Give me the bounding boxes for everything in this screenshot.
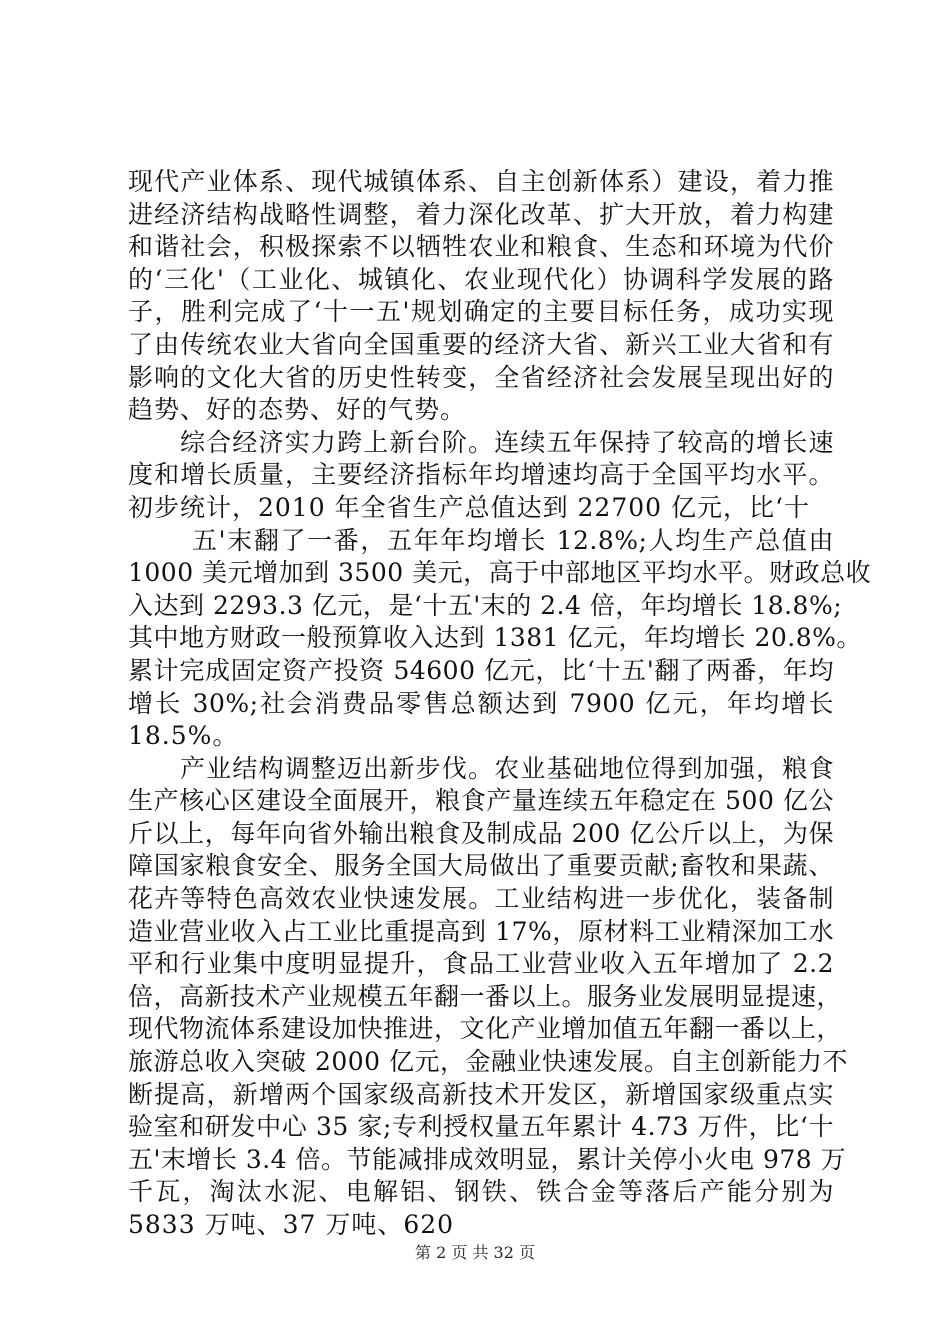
text-line: 生产核心区建设全面展开，粮食产量连续五年稳定在 500 亿公 bbox=[128, 786, 834, 816]
text-line: 旅游总收入突破 2000 亿元，金融业快速发展。自主创新能力不 bbox=[128, 1047, 849, 1077]
text-line: 花卉等特色高效农业快速发展。工业结构进一步优化，装备制 bbox=[128, 884, 834, 914]
text-line: 倍，高新技术产业规模五年翻一番以上。服务业发展明显提速， bbox=[128, 981, 843, 1011]
text-line: 障国家粮食安全、服务全国大局做出了重要贡献;畜牧和果蔬、 bbox=[128, 851, 834, 881]
page-number: 第 2 页 共 32 页 bbox=[415, 1243, 535, 1262]
paragraph-start-line: 产业结构调整迈出新步伐。农业基础地位得到加强，粮食 bbox=[180, 753, 834, 783]
text-line: 和谐社会，积极探索不以牺牲农业和粮食、生态和环境为代价 bbox=[128, 232, 834, 262]
body-text bbox=[128, 166, 872, 1242]
text-line: 1000 美元增加到 3500 美元，高于中部地区平均水平。财政总收 bbox=[128, 558, 872, 588]
text-line: 累计完成固定资产投资 54600 亿元，比‘十五'翻了两番，年均 bbox=[128, 655, 834, 685]
text-line: 子，胜利完成了‘十一五'规划确定的主要目标任务，成功实现 bbox=[128, 297, 834, 327]
text-line: 度和增长质量，主要经济指标年均增速均高于全国平均水平。 bbox=[128, 460, 834, 490]
text-line: 其中地方财政一般预算收入达到 1381 亿元，年均增长 20.8%。 bbox=[128, 623, 862, 653]
text-line: 断提高，新增两个国家级高新技术开发区，新增国家级重点实 bbox=[128, 1079, 834, 1109]
paragraph-start-line: 综合经济实力跨上新台阶。连续五年保持了较高的增长速 bbox=[180, 427, 834, 457]
text-line: 入达到 2293.3 亿元，是‘十五'末的 2.4 倍，年均增长 18.8%; bbox=[128, 590, 843, 620]
text-line: 趋势、好的态势、好的气势。 bbox=[128, 395, 467, 425]
text-line: 平和行业集中度明显提升，食品工业营业收入五年增加了 2.2 bbox=[128, 949, 834, 979]
text-line: 验室和研发中心 35 家;专利授权量五年累计 4.73 万件，比‘十 bbox=[128, 1112, 834, 1142]
text-line: 了由传统农业大省向全国重要的经济大省、新兴工业大省和有 bbox=[128, 329, 834, 359]
text-line: 千瓦，淘汰水泥、电解铝、钢铁、铁合金等落后产能分别为 bbox=[128, 1177, 834, 1207]
text-line: 影响的文化大省的历史性转变，全省经济社会发展呈现出好的 bbox=[128, 362, 834, 392]
text-line: 五'末翻了一番，五年年均增长 12.8%;人均生产总值由 bbox=[192, 525, 834, 555]
text-line: 增长 30%;社会消费品零售总额达到 7900 亿元，年均增长 bbox=[128, 688, 834, 718]
text-line: 初步统计，2010 年全省生产总值达到 22700 亿元，比‘十 bbox=[128, 492, 810, 522]
text-line: 18.5%。 bbox=[128, 721, 239, 751]
text-line: 5833 万吨、37 万吨、620 bbox=[128, 1210, 455, 1239]
text-line: 五'末增长 3.4 倍。节能减排成效明显，累计关停小火电 978 万 bbox=[128, 1144, 847, 1174]
text-line: 现代产业体系、现代城镇体系、自主创新体系）建设，着力推 bbox=[128, 167, 834, 196]
text-line: 现代物流体系建设加快推进，文化产业增加值五年翻一番以上， bbox=[128, 1014, 843, 1044]
text-line: 造业营业收入占工业比重提高到 17%，原材料工业精深加工水 bbox=[128, 916, 834, 946]
text-line: 进经济结构战略性调整，着力深化改革、扩大开放，着力构建 bbox=[128, 199, 834, 229]
text-line: 的‘三化'（工业化、城镇化、农业现代化）协调科学发展的路 bbox=[128, 264, 834, 294]
text-line: 斤以上，每年向省外输出粮食及制成品 200 亿公斤以上，为保 bbox=[128, 818, 834, 848]
